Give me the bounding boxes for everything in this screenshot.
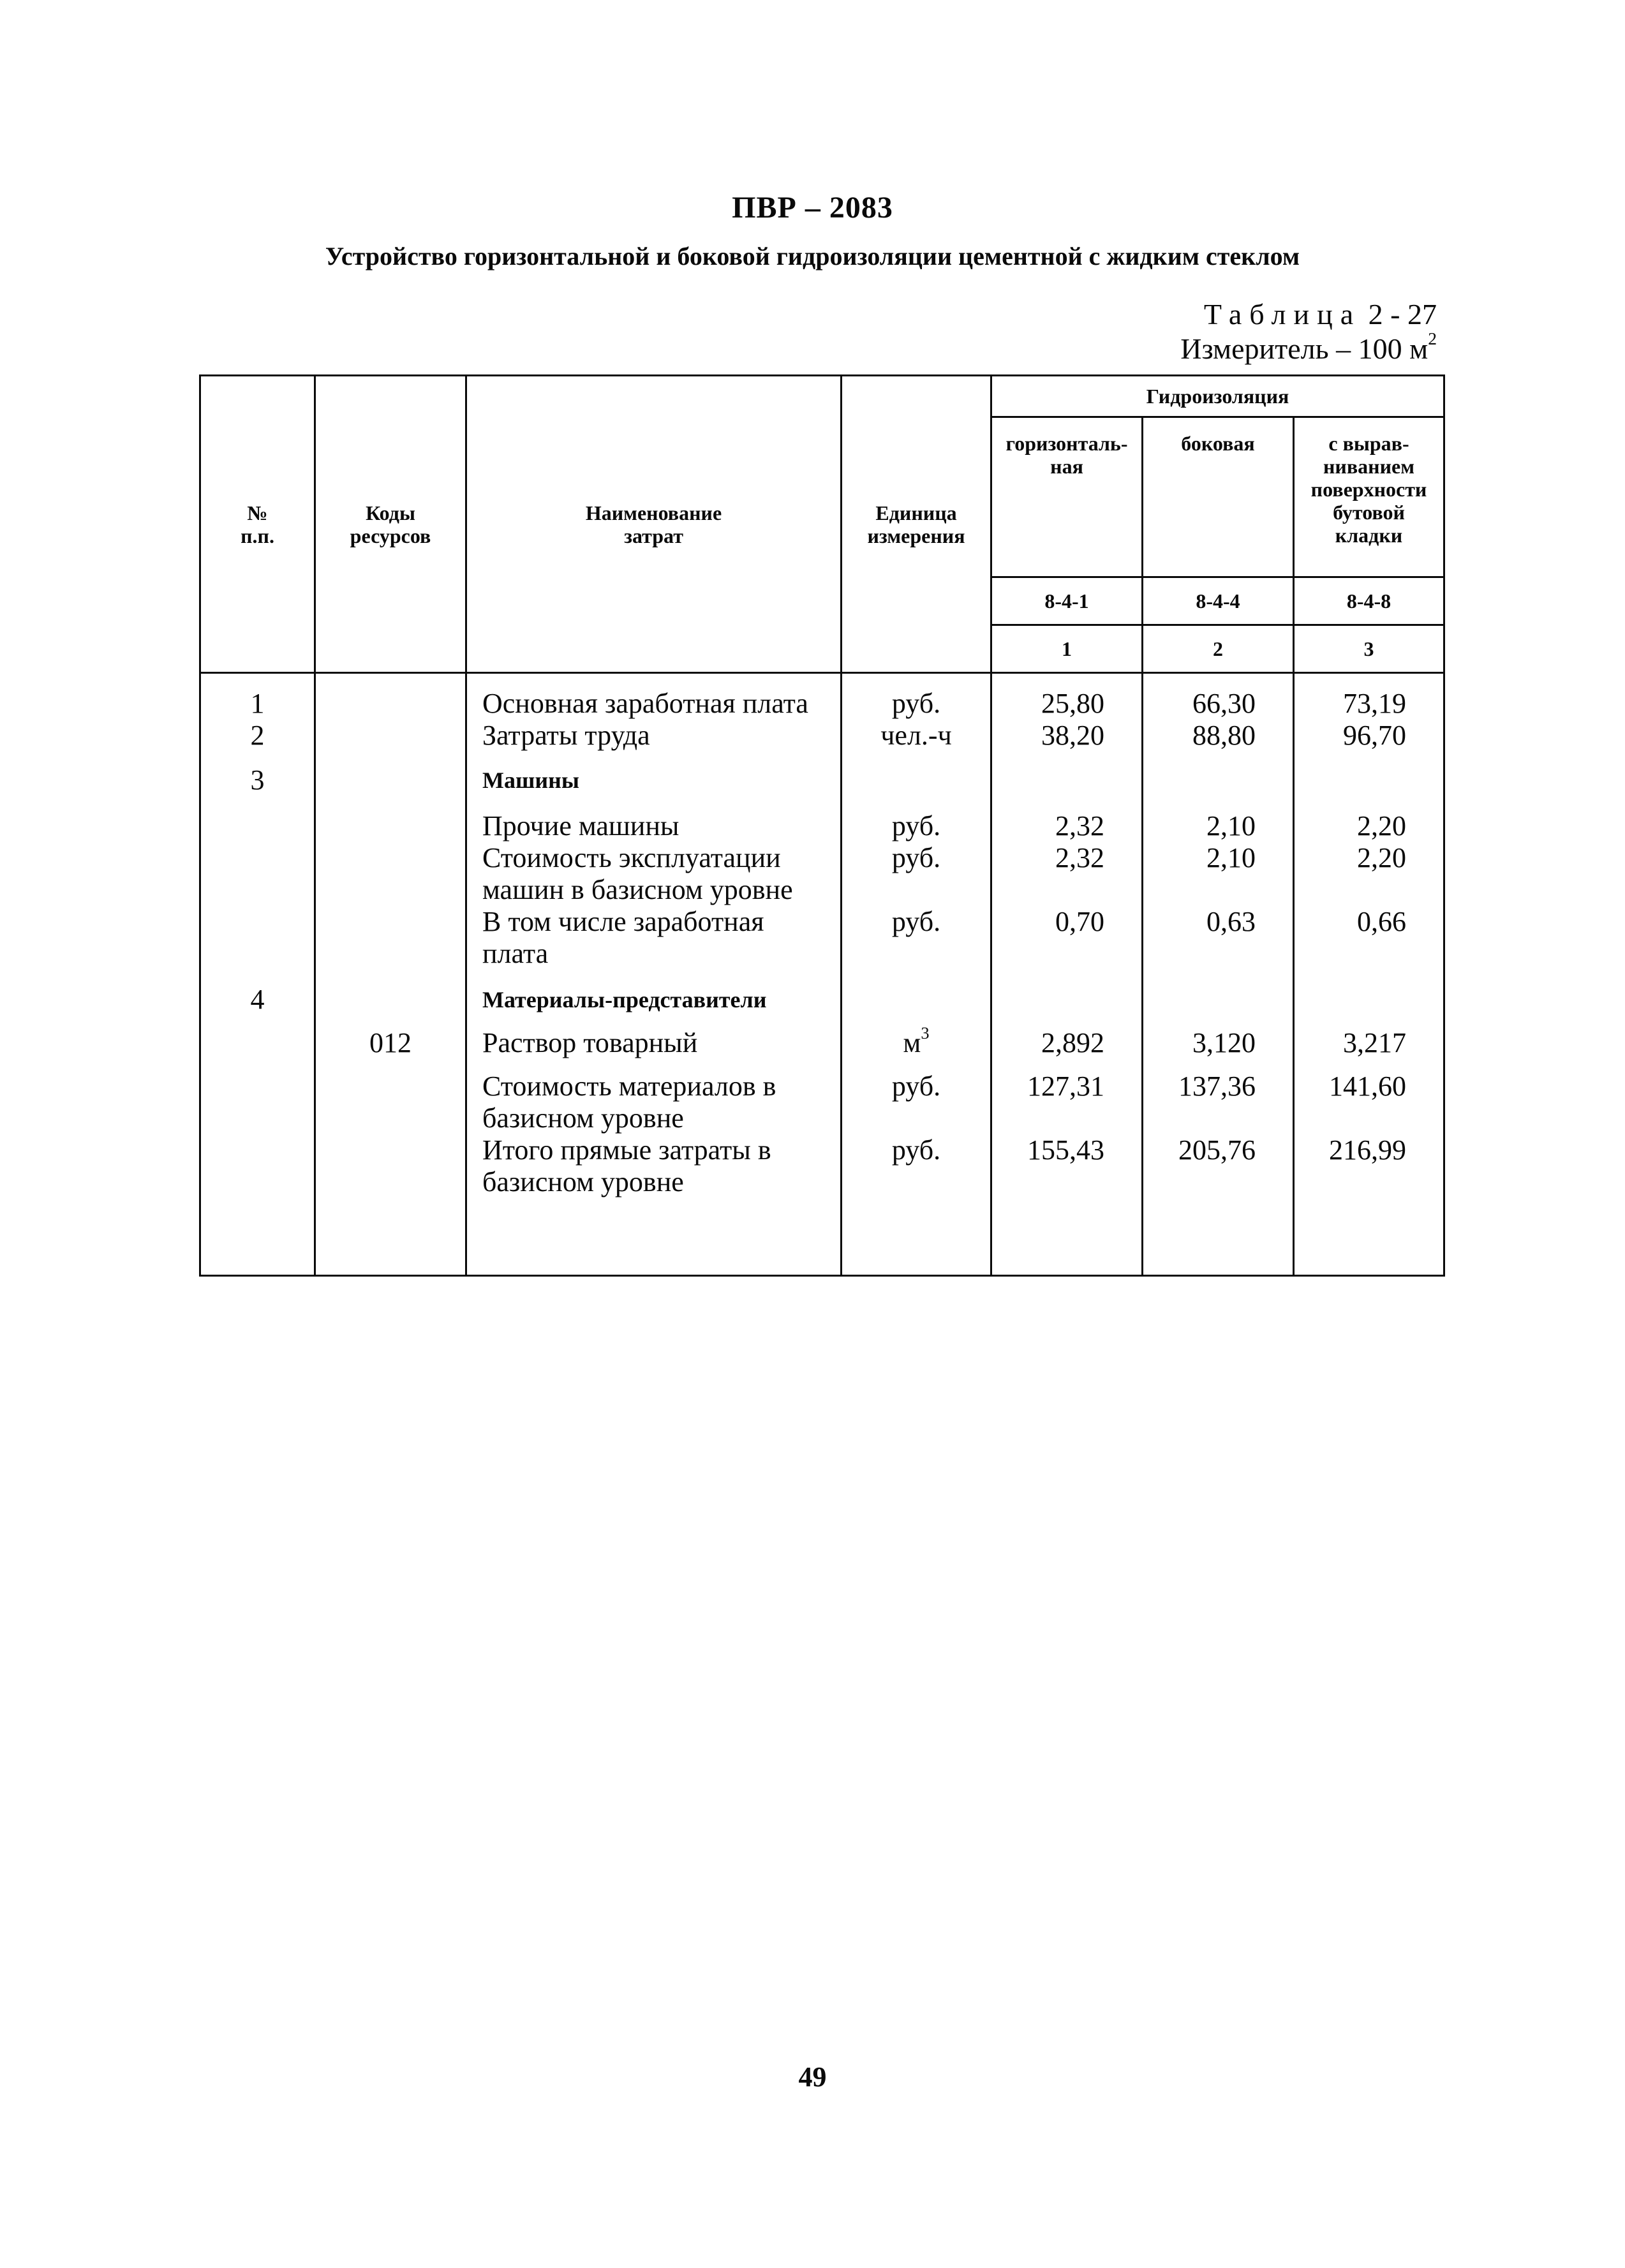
header-variant-number: 2	[1143, 625, 1294, 673]
cost-name	[466, 970, 842, 1016]
table-number	[1204, 296, 1437, 333]
value-cell: 38,20	[991, 720, 1143, 752]
cost-name	[466, 906, 842, 970]
cost-name	[466, 673, 842, 720]
header-variant-code: 8-4-1	[991, 577, 1143, 625]
row-number	[200, 842, 315, 906]
unit-text: м	[903, 1027, 921, 1058]
cost-name-line: плата	[482, 938, 549, 969]
value-cell: 137,36	[1143, 1059, 1294, 1134]
header-codes	[315, 376, 466, 673]
unit-of-measure	[842, 842, 991, 906]
value-cell: 141,60	[1294, 1059, 1444, 1134]
unit-text: руб.	[891, 906, 941, 937]
unit-of-measure	[842, 906, 991, 970]
document-title: Устройство горизонтальной и боковой гидроизоляции цементной с жидким стеклом	[325, 242, 1300, 271]
value-cell: 2,32	[991, 842, 1143, 906]
table-row	[200, 970, 1444, 1016]
cost-name-line: Прочие машины	[482, 810, 679, 841]
document-code: ПВР – 2083	[732, 191, 893, 225]
header-variant-line: ная	[1050, 455, 1083, 478]
value-cell	[1294, 970, 1444, 1016]
measure-unit	[1180, 330, 1437, 367]
table-row	[200, 1134, 1444, 1198]
unit-of-measure	[842, 970, 991, 1016]
header-codes-line: Коды	[366, 501, 415, 524]
value-cell: 0,70	[991, 906, 1143, 970]
page-number: 49	[798, 2061, 827, 2093]
value-cell: 2,10	[1143, 796, 1294, 842]
table-label: Таблица	[1203, 298, 1362, 330]
unit-text: руб.	[891, 1134, 941, 1166]
unit-exponent: 3	[921, 1023, 930, 1042]
resource-code	[315, 752, 466, 796]
cost-table	[199, 374, 1445, 1277]
header-name-line: затрат	[624, 524, 683, 547]
table-body	[200, 673, 1444, 1276]
row-number: 4	[200, 970, 315, 1016]
header-unit-line: Единица	[875, 501, 957, 524]
row-number	[200, 1059, 315, 1134]
value-cell: 96,70	[1294, 720, 1444, 752]
unit-text: руб.	[891, 688, 941, 719]
header-unit	[842, 376, 991, 673]
value-cell: 88,80	[1143, 720, 1294, 752]
table-row	[200, 720, 1444, 752]
unit-of-measure	[842, 673, 991, 720]
header-group: Гидроизоляция	[991, 376, 1444, 417]
table-number-value: 2 - 27	[1368, 298, 1437, 330]
value-cell: 155,43	[991, 1134, 1143, 1198]
table-row	[200, 906, 1444, 970]
cost-name-line: Раствор товарный	[482, 1027, 698, 1058]
value-cell: 127,31	[991, 1059, 1143, 1134]
empty-cell	[315, 1198, 466, 1276]
value-cell: 2,10	[1143, 842, 1294, 906]
unit-of-measure	[842, 1016, 991, 1059]
cost-name	[466, 1134, 842, 1198]
unit-of-measure	[842, 796, 991, 842]
value-cell	[1294, 752, 1444, 796]
resource-code	[315, 796, 466, 842]
value-cell: 3,217	[1294, 1016, 1444, 1059]
header-variant-number: 3	[1294, 625, 1444, 673]
resource-code	[315, 1134, 466, 1198]
cost-name	[466, 1016, 842, 1059]
header-variant-line: поверхности	[1310, 478, 1427, 501]
cost-name-line: Затраты труда	[482, 720, 650, 751]
header-variant-label	[1143, 417, 1294, 577]
value-cell	[1143, 970, 1294, 1016]
header-variant-line: горизонталь-	[1005, 432, 1128, 455]
cost-name	[466, 720, 842, 752]
cost-name-line: базисном уровне	[482, 1102, 684, 1134]
value-cell	[991, 970, 1143, 1016]
value-cell: 2,20	[1294, 842, 1444, 906]
resource-code	[315, 970, 466, 1016]
table-row	[200, 1059, 1444, 1134]
value-cell: 3,120	[1143, 1016, 1294, 1059]
measure-value: 100 м	[1358, 332, 1428, 365]
table-row	[200, 796, 1444, 842]
value-cell: 25,80	[991, 673, 1143, 720]
empty-cell	[200, 1198, 315, 1276]
cost-name	[466, 796, 842, 842]
header-no-line: №	[247, 501, 268, 524]
value-cell	[1143, 752, 1294, 796]
row-number	[200, 906, 315, 970]
header-variant-line: с вырав-	[1328, 432, 1409, 455]
header-variant-label	[1294, 417, 1444, 577]
cost-name	[466, 1059, 842, 1134]
header-variant-number: 1	[991, 625, 1143, 673]
value-cell: 2,20	[1294, 796, 1444, 842]
empty-cell	[842, 1198, 991, 1276]
value-cell: 66,30	[1143, 673, 1294, 720]
unit-text: руб.	[891, 810, 941, 841]
header-variant-line: бутовой	[1333, 501, 1405, 524]
row-number	[200, 1134, 315, 1198]
unit-of-measure	[842, 1059, 991, 1134]
header-variant-line: боковая	[1181, 432, 1255, 455]
value-cell: 73,19	[1294, 673, 1444, 720]
resource-code	[315, 906, 466, 970]
row-number	[200, 1016, 315, 1059]
unit-of-measure	[842, 752, 991, 796]
cost-name	[466, 842, 842, 906]
empty-cell	[991, 1198, 1143, 1276]
cost-name	[466, 752, 842, 796]
resource-code	[315, 720, 466, 752]
header-name	[466, 376, 842, 673]
row-number: 2	[200, 720, 315, 752]
value-cell: 2,32	[991, 796, 1143, 842]
table-header	[200, 376, 1444, 673]
header-variant-label	[991, 417, 1143, 577]
table-row	[200, 752, 1444, 796]
unit-text: чел.-ч	[880, 720, 952, 751]
cost-name-line: Стоимость материалов в	[482, 1071, 776, 1102]
cost-name-line: Материалы-представители	[482, 987, 767, 1012]
cost-name-line: Машины	[482, 767, 579, 793]
cost-name-line: Итого прямые затраты в	[482, 1134, 771, 1166]
unit-of-measure	[842, 1134, 991, 1198]
header-codes-line: ресурсов	[350, 524, 431, 547]
row-number	[200, 796, 315, 842]
header-no	[200, 376, 315, 673]
cost-name-line: Стоимость эксплуатации	[482, 842, 781, 873]
value-cell: 216,99	[1294, 1134, 1444, 1198]
measure-label: Измеритель –	[1180, 332, 1351, 365]
measure-exponent: 2	[1428, 328, 1437, 348]
table-row	[200, 842, 1444, 906]
header-variant-code: 8-4-8	[1294, 577, 1444, 625]
table-row	[200, 1016, 1444, 1059]
header-variant-code: 8-4-4	[1143, 577, 1294, 625]
cost-name-line: В том числе заработная	[482, 906, 764, 937]
resource-code	[315, 1059, 466, 1134]
table-row	[200, 673, 1444, 720]
resource-code	[315, 673, 466, 720]
unit-of-measure	[842, 720, 991, 752]
row-number: 3	[200, 752, 315, 796]
header-name-line: Наименование	[585, 501, 722, 524]
header-variant-line: кладки	[1335, 524, 1403, 547]
cost-name-line: Основная заработная плата	[482, 688, 808, 719]
header-no-line: п.п.	[241, 524, 274, 547]
value-cell: 0,63	[1143, 906, 1294, 970]
cost-name-line: базисном уровне	[482, 1166, 684, 1197]
value-cell: 205,76	[1143, 1134, 1294, 1198]
value-cell	[991, 752, 1143, 796]
value-cell: 0,66	[1294, 906, 1444, 970]
cost-name-line: машин в базисном уровне	[482, 874, 793, 905]
value-cell: 2,892	[991, 1016, 1143, 1059]
empty-cell	[466, 1198, 842, 1276]
header-unit-line: измерения	[867, 524, 965, 547]
resource-code	[315, 842, 466, 906]
resource-code: 012	[315, 1016, 466, 1059]
header-variant-line: ниванием	[1323, 455, 1415, 478]
table-filler-row	[200, 1198, 1444, 1276]
unit-text: руб.	[891, 1071, 941, 1102]
unit-text: руб.	[891, 842, 941, 873]
empty-cell	[1143, 1198, 1294, 1276]
row-number: 1	[200, 673, 315, 720]
empty-cell	[1294, 1198, 1444, 1276]
